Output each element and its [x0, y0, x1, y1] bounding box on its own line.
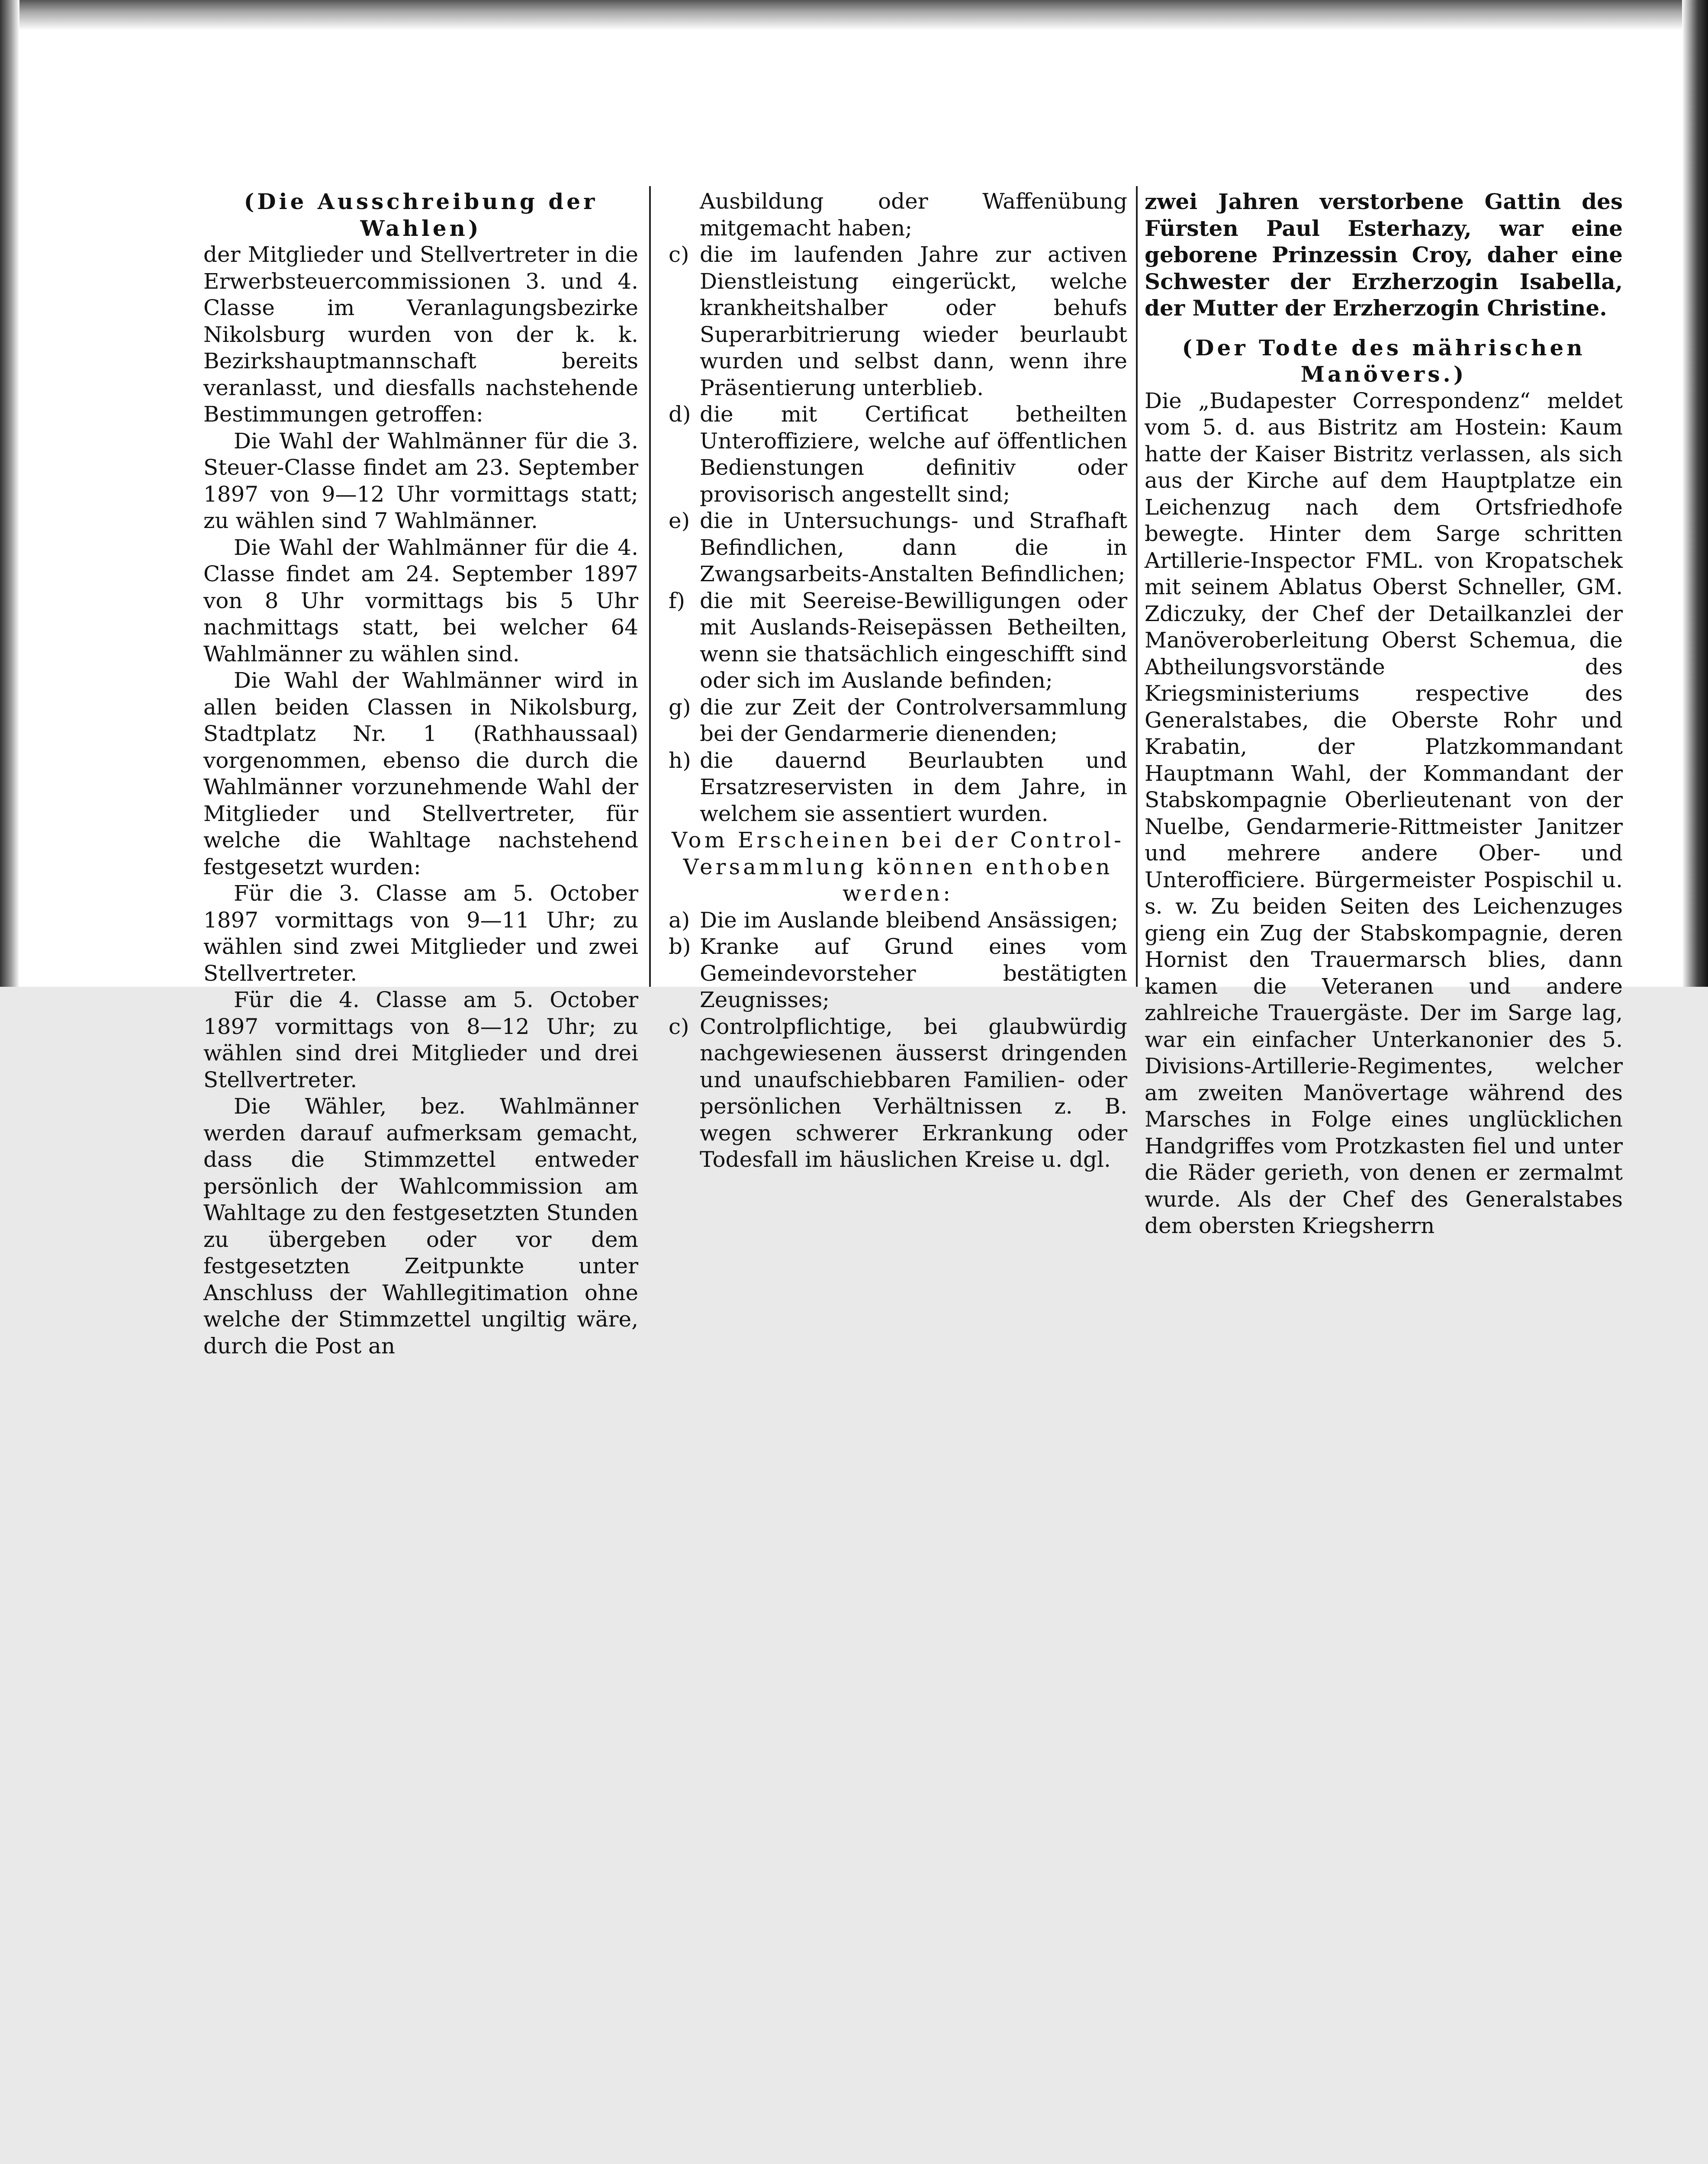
scan-shadow-top — [0, 0, 1708, 30]
list-item-text: die in Untersuchungs- und Strafhaft Befindlichen, dann die in Zwangsarbeits-Anstalten Befindlichen; — [700, 508, 1127, 586]
list-item-text: Die im Auslande bleibend Ansässigen; — [700, 907, 1119, 933]
column3-intro: zwei Jahren verstorbene Gattin des Fürsten Paul Esterhazy, war eine geborene Prinzessin Croy, daher eine Schwester der Erzherzogin Isabella, der Mutter der Erzherzogin Christine. — [1145, 189, 1623, 321]
list-item — [669, 401, 1127, 508]
scan-shadow-left — [0, 0, 19, 987]
column1-paragraph: Die Wähler, bez. Wahlmänner werden darauf aufmerksam gemacht, dass die Stimmzettel entweder persönlich der Wahlcommission am Wahltage zu den festgesetzten Stunden zu übergeben oder vor dem festgesetzten Zeitpunkte unter Anschluss der Wahllegitimation ohne welche der Stimmzettel ungiltig wäre, durch die Post an — [203, 1094, 638, 1359]
column-2 — [669, 188, 1127, 1173]
list-item-label: c) — [669, 242, 689, 267]
column1-paragraph: Für die 3. Classe am 5. October 1897 vormittags von 9—11 Uhr; zu wählen sind zwei Mitglieder und zwei Stellvertreter. — [203, 881, 638, 986]
column-divider — [1136, 186, 1138, 987]
column2-intro: Ausbildung oder Waffenübung mitgemacht haben; — [700, 189, 1127, 241]
list-item — [669, 907, 1127, 934]
list-item — [669, 694, 1127, 747]
list-item-label: g) — [669, 694, 691, 720]
column1-paragraph: Für die 4. Classe am 5. October 1897 vormittags von 8—12 Uhr; zu wählen sind drei Mitglieder und drei Stellvertreter. — [203, 987, 638, 1092]
list-item — [669, 242, 1127, 401]
election-headline: (Die Ausschreibung der Wahlen) — [244, 189, 598, 241]
list-item — [669, 1014, 1127, 1173]
list-item-label: c) — [669, 1014, 689, 1039]
list-item-text: die zur Zeit der Controlversammlung bei der Gendarmerie dienenden; — [700, 694, 1127, 746]
list-item-label: f) — [669, 588, 685, 613]
column-3 — [1145, 188, 1623, 1240]
column3-body: Die „Budapester Correspondenz“ meldet vom 5. d. aus Bistritz am Hostein: Kaum hatte der Kaiser Bistritz verlassen, als sich aus der Kirche auf dem Hauptplatze ein Leichenzug nach dem Ortsfriedhofe bewegte. Hinter dem Sarge schritten Artillerie-Inspector FML. von Kropatschek mit seinem Ablatus Oberst Schneller, GM. Zdiczuky, der Chef der Detailkanzlei der Manöveroberleitung Oberst Schemua, die Abtheilungsvorstände des Kriegsministeriums respective des Generalstabes, die Oberste Rohr und Krabatin, der Platzkommandant Hauptmann Wahl, der Kommandant der Stabskompagnie Oberlieutenant von der Nuelbe, Gendarmerie-Rittmeister Janitzer und mehrere andere Ober- und Unterofficiere. Bürgermeister Pospischil u. s. w. Zu beiden Seiten des Leichenzuges gieng ein Zug der Stabskompagnie, deren Hornist den Trauermarsch blies, dann kamen die Veteranen und andere zahlreiche Trauergäste. Der im Sarge lag, war ein einfacher Unterkanonier des 5. Divisions-Artillerie-Regimentes, welcher am zweiten Manövertage während des Marsches in Folge eines unglücklichen Handgriffes vom Protzkasten fiel und unter die Räder gerieth, von denen er zermalmt wurde. Als der Chef des Generalstabes dem obersten Kriegsherrn — [1145, 388, 1623, 1238]
column1-paragraph: der Mitglieder und Stellvertreter in die Erwerbsteuercommissionen 3. und 4. Classe im Veranlagungsbezirke Nikolsburg wurden von der k. k. Bezirkshauptmannschaft bereits veranlasst, und diesfalls nachstehende Bestimmungen getroffen: — [203, 242, 638, 427]
list-item-text: die mit Seereise-Bewilligungen oder mit Auslands-Reisepässen Betheilten, wenn sie thatsächlich eingeschifft sind oder sich im Auslande befinden; — [700, 588, 1127, 693]
list-item-text: die mit Certificat betheilten Unteroffiziere, welche auf öffentlichen Bedienstungen definitiv oder provisorisch angestellt sind; — [700, 402, 1127, 507]
list-item — [669, 508, 1127, 588]
scan-shadow-right — [1682, 0, 1708, 987]
list-item — [669, 747, 1127, 828]
column1-paragraph: Die Wahl der Wahlmänner für die 3. Steuer-Classe findet am 23. September 1897 von 9—12 Uhr vormittags statt; zu wählen sind 7 Wahlmänner. — [203, 428, 638, 533]
column-divider — [649, 186, 651, 987]
exemption-subheading: Vom Erscheinen bei der Control-Versammlung können enthoben werden: — [671, 828, 1125, 906]
list-item — [669, 588, 1127, 694]
list-item-label: d) — [669, 402, 691, 427]
list-item-text: Kranke auf Grund eines vom Gemeindevorsteher bestätigten Zeugnisses; — [700, 934, 1127, 1012]
list-item-label: e) — [669, 508, 690, 533]
list-item-text: die dauernd Beurlaubten und Ersatzreservisten in dem Jahre, in welchem sie assentiert wurden. — [700, 747, 1127, 826]
list-item-label: b) — [669, 934, 691, 959]
manoeuvre-headline: (Der Todte des mährischen Manövers.) — [1182, 335, 1586, 387]
column-1 — [203, 188, 638, 1359]
column1-paragraph: Die Wahl der Wahlmänner wird in allen beiden Classen in Nikolsburg, Stadtplatz Nr. 1 (Rathhaussaal) vorgenommen, ebenso die durch die Wahlmänner vorzunehmende Wahl der Mitglieder und Stellvertreter, für welche die Wahltage nachstehend festgesetzt wurden: — [203, 668, 638, 879]
column1-paragraph: Die Wahl der Wahlmänner für die 4. Classe findet am 24. September 1897 von 8 Uhr vormittags bis 5 Uhr nachmittags statt, bei welcher 64 Wahlmänner zu wählen sind. — [203, 535, 638, 667]
list-item — [669, 934, 1127, 1014]
list-item-text: die im laufenden Jahre zur activen Dienstleistung eingerückt, welche krankheitshalber oder behufs Superarbitrierung wieder beurlaubt wurden und selbst dann, wenn ihre Präsentierung unterblieb. — [700, 242, 1127, 400]
list-item-text: Controlpflichtige, bei glaubwürdig nachgewiesenen äusserst dringenden und unaufschiebbaren Familien- oder persönlichen Verhältnissen z. B. wegen schwerer Erkrankung oder Todesfall im häuslichen Kreise u. dgl. — [700, 1014, 1127, 1172]
list-item-label: a) — [669, 907, 690, 933]
list-item-label: h) — [669, 747, 691, 773]
